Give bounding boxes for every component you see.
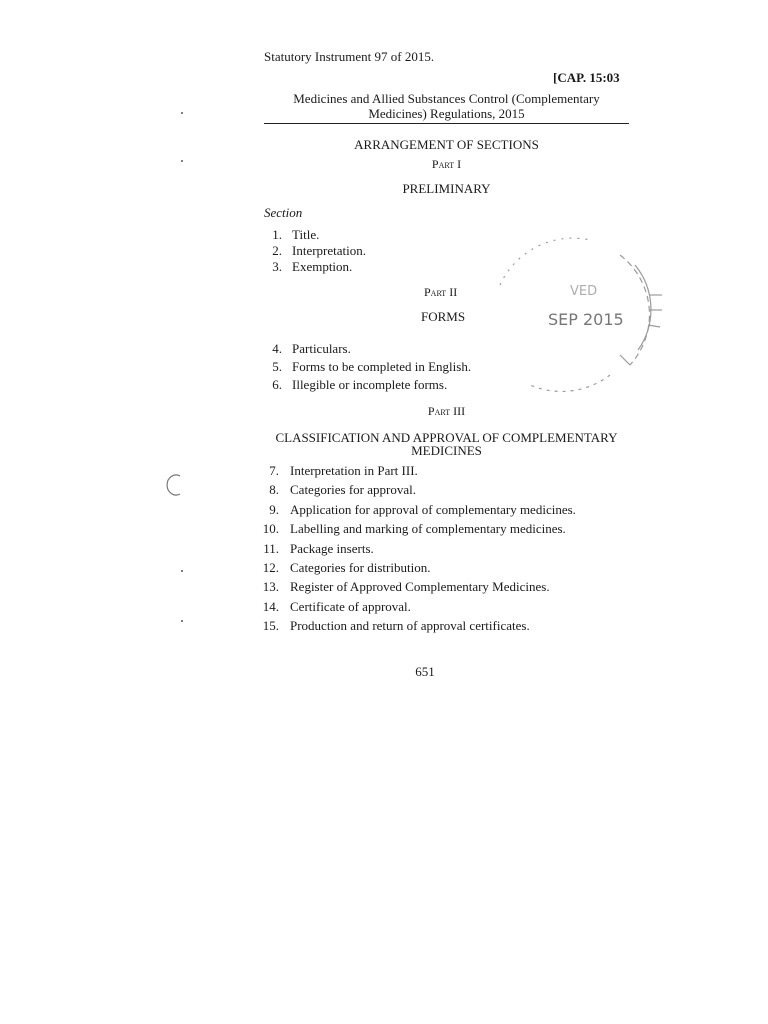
regulation-title-line1: Medicines and Allied Substances Control (Complementary (293, 91, 600, 106)
section-number: 13. (262, 579, 279, 595)
cap-reference: [CAP. 15:03 (553, 70, 620, 85)
section-number: 12. (262, 560, 279, 575)
scan-mark (181, 570, 183, 572)
part1-label: Part I (431, 157, 462, 171)
section-number: 6. (272, 377, 282, 392)
section-title: Certificate of approval. (290, 598, 411, 614)
page-number: 651 (415, 664, 435, 679)
section-list-item (253, 618, 640, 634)
section-number: 11. (263, 540, 279, 556)
section-list-item (253, 541, 640, 557)
part2-title: FORMS (421, 309, 466, 324)
section-title: Application for approval of complementary medicines. (290, 501, 576, 517)
section-list-item (253, 502, 640, 518)
section-title: Forms to be completed in English. (292, 359, 472, 374)
section-title: Interpretation. (292, 243, 366, 258)
section-list-item (253, 482, 640, 498)
stamp-date-text: SEP 2015 (548, 310, 624, 329)
section-number: 10. (262, 521, 279, 537)
section-list-item (253, 463, 640, 479)
section-number: 9. (269, 501, 279, 517)
section-title: Package inserts. (290, 540, 374, 556)
section-number: 2. (272, 243, 282, 258)
hole-punch-mark (166, 473, 186, 497)
part3-title-line2: MEDICINES (411, 443, 482, 458)
received-date-stamp (470, 225, 670, 405)
section-title: Interpretation in Part III. (290, 463, 418, 478)
section-list-item (253, 579, 640, 595)
instrument-title: Statutory Instrument 97 of 2015. (264, 49, 435, 64)
section-column-label: Section (264, 205, 303, 220)
section-list-item (253, 599, 640, 615)
section-title: Particulars. (292, 341, 351, 356)
section-number: 14. (262, 598, 279, 614)
stamp-partial-text: VED (570, 284, 598, 299)
section-title: Production and return of approval certificates. (290, 618, 530, 634)
section-title: Categories for approval. (290, 482, 416, 498)
section-number: 8. (269, 482, 279, 498)
section-list-item (253, 560, 640, 576)
regulation-title-line2: Medicines) Regulations, 2015 (368, 106, 525, 121)
section-number: 5. (272, 359, 282, 374)
section-number: 3. (272, 259, 282, 274)
section-number: 7. (269, 463, 279, 478)
part3-title-line1: CLASSIFICATION AND APPROVAL OF COMPLEMENTARY (275, 430, 618, 445)
part2-label: Part II (424, 285, 458, 299)
arrangement-heading: ARRANGEMENT OF SECTIONS (354, 137, 539, 152)
scan-mark (181, 620, 183, 622)
section-number: 4. (272, 341, 282, 356)
part1-title: PRELIMINARY (402, 181, 491, 196)
section-title: Categories for distribution. (290, 560, 431, 575)
section-title: Illegible or incomplete forms. (292, 377, 448, 392)
scan-mark (181, 112, 183, 114)
part3-label: Part III (427, 404, 466, 418)
section-list-item (253, 521, 640, 537)
scan-mark (181, 160, 183, 162)
section-title: Title. (292, 227, 320, 242)
section-title: Exemption. (292, 259, 353, 274)
header-rule (264, 123, 629, 124)
section-title: Register of Approved Complementary Medicines. (290, 579, 550, 595)
section-number: 1. (272, 227, 282, 242)
section-number: 15. (262, 618, 279, 634)
section-title: Labelling and marking of complementary medicines. (290, 521, 566, 537)
